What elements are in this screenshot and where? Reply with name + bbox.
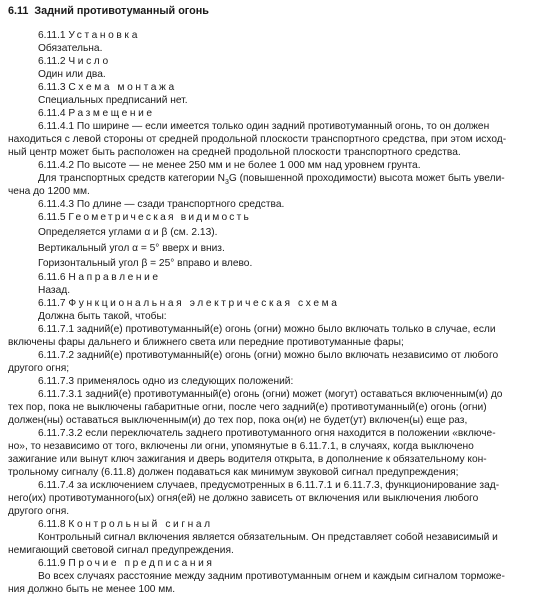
paragraph-line: трольному сигналу (6.11.8) должен подаваться как минимум звуковой сигнал предупреждения; [8,467,459,478]
subsection-label: Число [68,56,111,67]
paragraph-line: него(их) противотуманного(ых) огня(ей) не должно зависеть от включения или выключения любого [8,493,479,504]
section-title: Задний противотуманный огонь [34,5,209,17]
paragraph-line: 6.11.4.2 По высоте — не менее 250 мм и не более 1 000 мм над уровнем грунта. [38,160,421,171]
paragraph-line: 6.11.7.3.1 задний(е) противотуманный(е) огонь (огни) может (могут) оставаться включенным(и) до [38,389,503,400]
subsection-6-11-8-heading [38,519,213,531]
subsection-number: 6.11.5 [38,212,66,223]
subsection-label: Направление [68,272,161,283]
paragraph-line: зажигание или вынут ключ зажигания и дверь водителя открыта, в дополнение к обязательному кон- [8,454,487,465]
paragraph-line: включены фары дальнего и ближнего света или передние противотуманные фары; [8,337,404,348]
subsection-label: Размещение [68,108,155,119]
subsection-6-11-9-heading [38,558,215,570]
subsection-6-11-6-text: Назад. [38,285,71,296]
subsection-number: 6.11.7 [38,298,66,309]
paragraph-line: Контрольный сигнал включения является обязательным. Он представляет собой независимый и [38,532,498,543]
paragraph-line: немигающий световой сигнал предупреждения. [8,545,234,556]
subsection-label: Прочие предписания [68,558,215,569]
subsection-6-11-3-heading [38,82,177,94]
subsection-label: Геометрическая видимость [68,212,251,223]
paragraph-line: 6.11.7.3.2 если переключатель заднего противотуманного огня находится в положении «включе- [38,428,496,439]
subsection-label: Контрольный сигнал [68,519,213,530]
paragraph-line: Определяется углами α и β (см. 2.13). [38,227,218,238]
paragraph-line: должен(ны) оставаться выключенным(и) до тех пор, пока он(и) не будет(ут) включен(ы) еще раз, [8,415,468,426]
subsection-6-11-1-text: Обязательна. [38,43,103,54]
paragraph-line: 6.11.4.3 По длине — сзади транспортного средства. [38,199,285,210]
paragraph-line: 6.11.7.1 задний(е) противотуманный(е) огонь (огни) можно было включать только в случае, если [38,324,496,335]
paragraph-line: Во всех случаях расстояние между задним противотуманным огнем и каждым сигналом торможе- [38,571,505,582]
subsection-6-11-4-heading [38,108,155,120]
subsection-label: Установка [68,30,140,41]
paragraph-line: Горизонтальный угол β = 25° вправо и влево. [38,258,253,269]
subsection-6-11-5-heading [38,212,251,224]
subsection-6-11-2-text: Один или два. [38,69,106,80]
paragraph-line: 6.11.7.4 за исключением случаев, предусмотренных в 6.11.7.1 и 6.11.7.3, функционирование зад- [38,480,500,491]
subsection-6-11-1-heading [38,30,140,42]
paragraph-line: Должна быть такой, чтобы: [38,311,167,322]
subsection-6-11-7-heading [38,298,339,310]
subsection-label: Функциональная электрическая схема [68,298,340,309]
subsection-number: 6.11.4 [38,108,66,119]
paragraph-line: но», то независимо от того, включены ли огни, упомянутые в 6.11.7.1, в случаях, когда выключено [8,441,474,452]
paragraph-line: тех пор, пока не выключены габаритные огни, после чего задний(е) противотуманный(е) огонь (огни) [8,402,487,413]
paragraph-line: Вертикальный угол α = 5° вверх и вниз. [38,243,225,254]
paragraph-line: 6.11.7.3 применялось одно из следующих положений: [38,376,294,387]
subsection-number: 6.11.2 [38,56,66,67]
paragraph-line: чена до 1200 мм. [8,186,90,197]
subsection-label: Схема монтажа [68,82,177,93]
section-number: 6.11 [8,5,29,17]
paragraph-line: ный центр может быть расположен на средней продольной плоскости транспортного средства. [8,147,461,158]
paragraph-line [38,173,505,185]
paragraph-line: 6.11.7.2 задний(е) противотуманный(е) огонь (огни) можно было включать независимо от любого [38,350,499,361]
text-fragment: Для транспортных средств категории N [38,173,225,184]
subsection-number: 6.11.3 [38,82,66,93]
paragraph-line: другого огня; [8,363,70,374]
subsection-6-11-3-text: Специальных предписаний нет. [38,95,188,106]
subsection-number: 6.11.1 [38,30,66,41]
text-fragment: G (повышенной проходимости) высота может быть увели- [228,173,505,184]
paragraph-line: находиться с левой стороны от средней продольной плоскости транспортного средства, при этом исход- [8,134,507,145]
section-heading [8,5,209,17]
subsection-number: 6.11.9 [38,558,66,569]
subsection-number: 6.11.6 [38,272,66,283]
subsection-6-11-6-heading [38,272,161,284]
subscript: 3 [224,179,229,187]
paragraph-line: другого огня. [8,506,70,517]
subsection-number: 6.11.8 [38,519,66,530]
paragraph-line: 6.11.4.1 По ширине — если имеется только один задний противотуманный огонь, то он должен [38,121,490,132]
subsection-6-11-2-heading [38,56,111,68]
paragraph-line: ния должно быть не менее 100 мм. [8,584,176,595]
